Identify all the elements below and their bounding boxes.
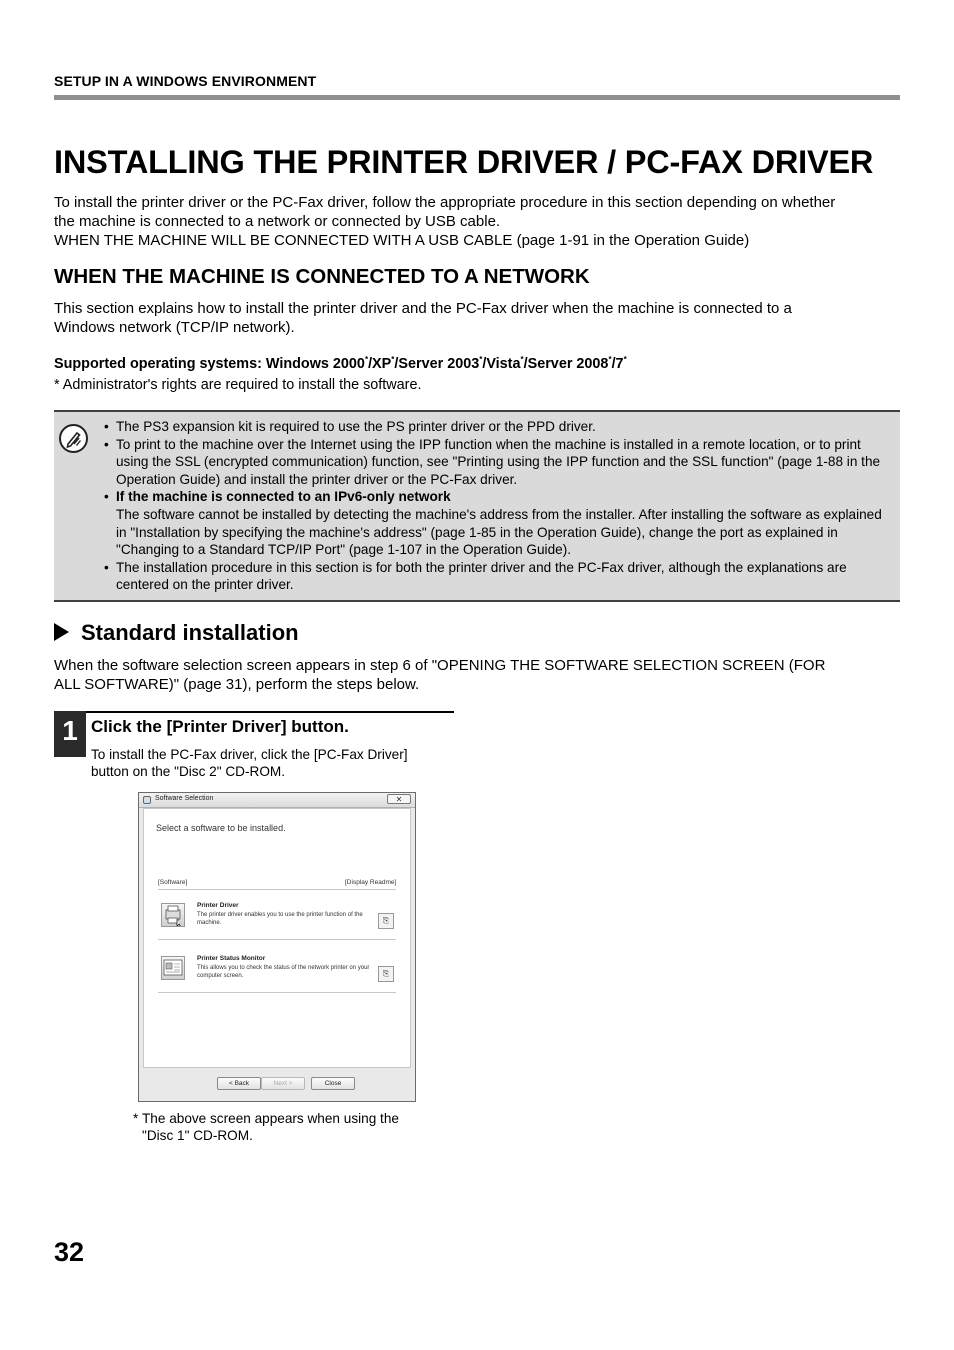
readme-button[interactable]: ⎘: [378, 913, 394, 929]
step-number: 1: [54, 711, 86, 757]
readme-button[interactable]: ⎘: [378, 966, 394, 982]
dialog-body: [143, 808, 411, 1068]
intro-line-2: the machine is connected to a network or connected by USB cable.: [54, 213, 501, 230]
app-name: Printer Driver: [197, 902, 239, 909]
page-title: INSTALLING THE PRINTER DRIVER / PC-FAX DRIVER: [54, 144, 874, 180]
dialog-title: Software Selection: [155, 795, 214, 802]
window-icon: [143, 796, 151, 804]
divider: [158, 889, 396, 890]
note-box: [54, 410, 900, 602]
step-description: To install the PC-Fax driver, click the [PC-Fax Driver] button on the "Disc 2" CD-ROM.: [91, 747, 408, 779]
network-line-1: This section explains how to install the printer driver and the PC-Fax driver when the machine is connected to a: [54, 300, 792, 317]
note-item-3-title: If the machine is connected to an IPv6-only network: [116, 489, 451, 505]
app-description: The printer driver enables you to use the printer function of the machine.: [197, 912, 363, 926]
pencil-note-icon: [59, 424, 88, 453]
note-item-3-body: The software cannot be installed by detecting the machine's address from the installer. After installing the software as explained in "Installation by specifying the machine's address" (page 1-85 in the Operation Guide), change the port as explained in "Changing to a Standard TCP/IP Port" (page 1-107 in the Operation Guide).: [116, 506, 882, 558]
note-list: [104, 418, 894, 594]
header-rule: [54, 95, 900, 100]
note-item-2: • To print to the machine over the Internet using the IPP function when the machine is installed in a remote location, or to print using the SSL (encrypted communication) function, see "Printing using the IPP function and the SSL function" (page 1-88 in the Operation Guide) and install the printer driver or the PC-Fax driver.: [104, 436, 894, 489]
printer-icon: [162, 904, 184, 926]
software-selection-dialog: [138, 792, 416, 1102]
app-description: This allows you to check the status of the network printer on your computer screen.: [197, 965, 370, 979]
supported-os: Supported operating systems: Windows 2000*/XP*/Server 2003*/Vista*/Server 2008*/7*: [54, 355, 627, 372]
monitor-icon: [162, 957, 184, 979]
divider: [158, 939, 396, 940]
intro-text: [54, 193, 835, 250]
app-name: Printer Status Monitor: [197, 955, 266, 962]
divider: [158, 992, 396, 993]
close-icon[interactable]: ✕: [387, 794, 411, 804]
intro-line-1: To install the printer driver or the PC-Fax driver, follow the appropriate procedure in this section depending on whether: [54, 194, 836, 211]
note-item-4: • The installation procedure in this section is for both the printer driver and the PC-Fax driver, although the explanations are centered on the printer driver.: [104, 559, 894, 594]
admin-note: * Administrator's rights are required to install the software.: [54, 377, 422, 393]
readme-column-header: [Display Readme]: [345, 879, 397, 886]
network-line-2: Windows network (TCP/IP network).: [54, 319, 295, 336]
back-button[interactable]: < Back: [217, 1077, 261, 1090]
section-header: SETUP IN A WINDOWS ENVIRONMENT: [54, 73, 317, 89]
network-section-title: WHEN THE MACHINE IS CONNECTED TO A NETWORK: [54, 265, 590, 288]
dialog-prompt: Select a software to be installed.: [156, 823, 286, 833]
usb-reference-link[interactable]: WHEN THE MACHINE WILL BE CONNECTED WITH A USB CABLE (page 1-91 in the Operation Guide): [54, 232, 750, 249]
standard-intro: [54, 656, 825, 694]
step-title: Click the [Printer Driver] button.: [91, 717, 349, 736]
standard-line-2: ALL SOFTWARE)" (page 31), perform the steps below.: [54, 676, 420, 693]
printer-driver-button[interactable]: [161, 903, 185, 927]
standard-installation-heading: Standard installation: [54, 620, 299, 646]
triangle-bullet-icon: [54, 623, 69, 641]
standard-line-1: When the software selection screen appears in step 6 of "OPENING THE SOFTWARE SELECTION SCREEN (FOR: [54, 657, 826, 674]
note-item-3: [104, 488, 894, 558]
note-item-1: • The PS3 expansion kit is required to use the PS printer driver or the PPD driver.: [104, 418, 894, 436]
software-column-header: [Software]: [158, 879, 188, 886]
dialog-titlebar: [139, 793, 415, 808]
network-intro: [54, 299, 792, 337]
status-monitor-button[interactable]: [161, 956, 185, 980]
step-rule: [86, 711, 454, 713]
next-button[interactable]: Next >: [261, 1077, 305, 1090]
screenshot-caption: * The above screen appears when using the "Disc 1" CD-ROM.: [133, 1111, 399, 1143]
close-button[interactable]: Close: [311, 1077, 355, 1090]
page-number: 32: [54, 1237, 85, 1267]
